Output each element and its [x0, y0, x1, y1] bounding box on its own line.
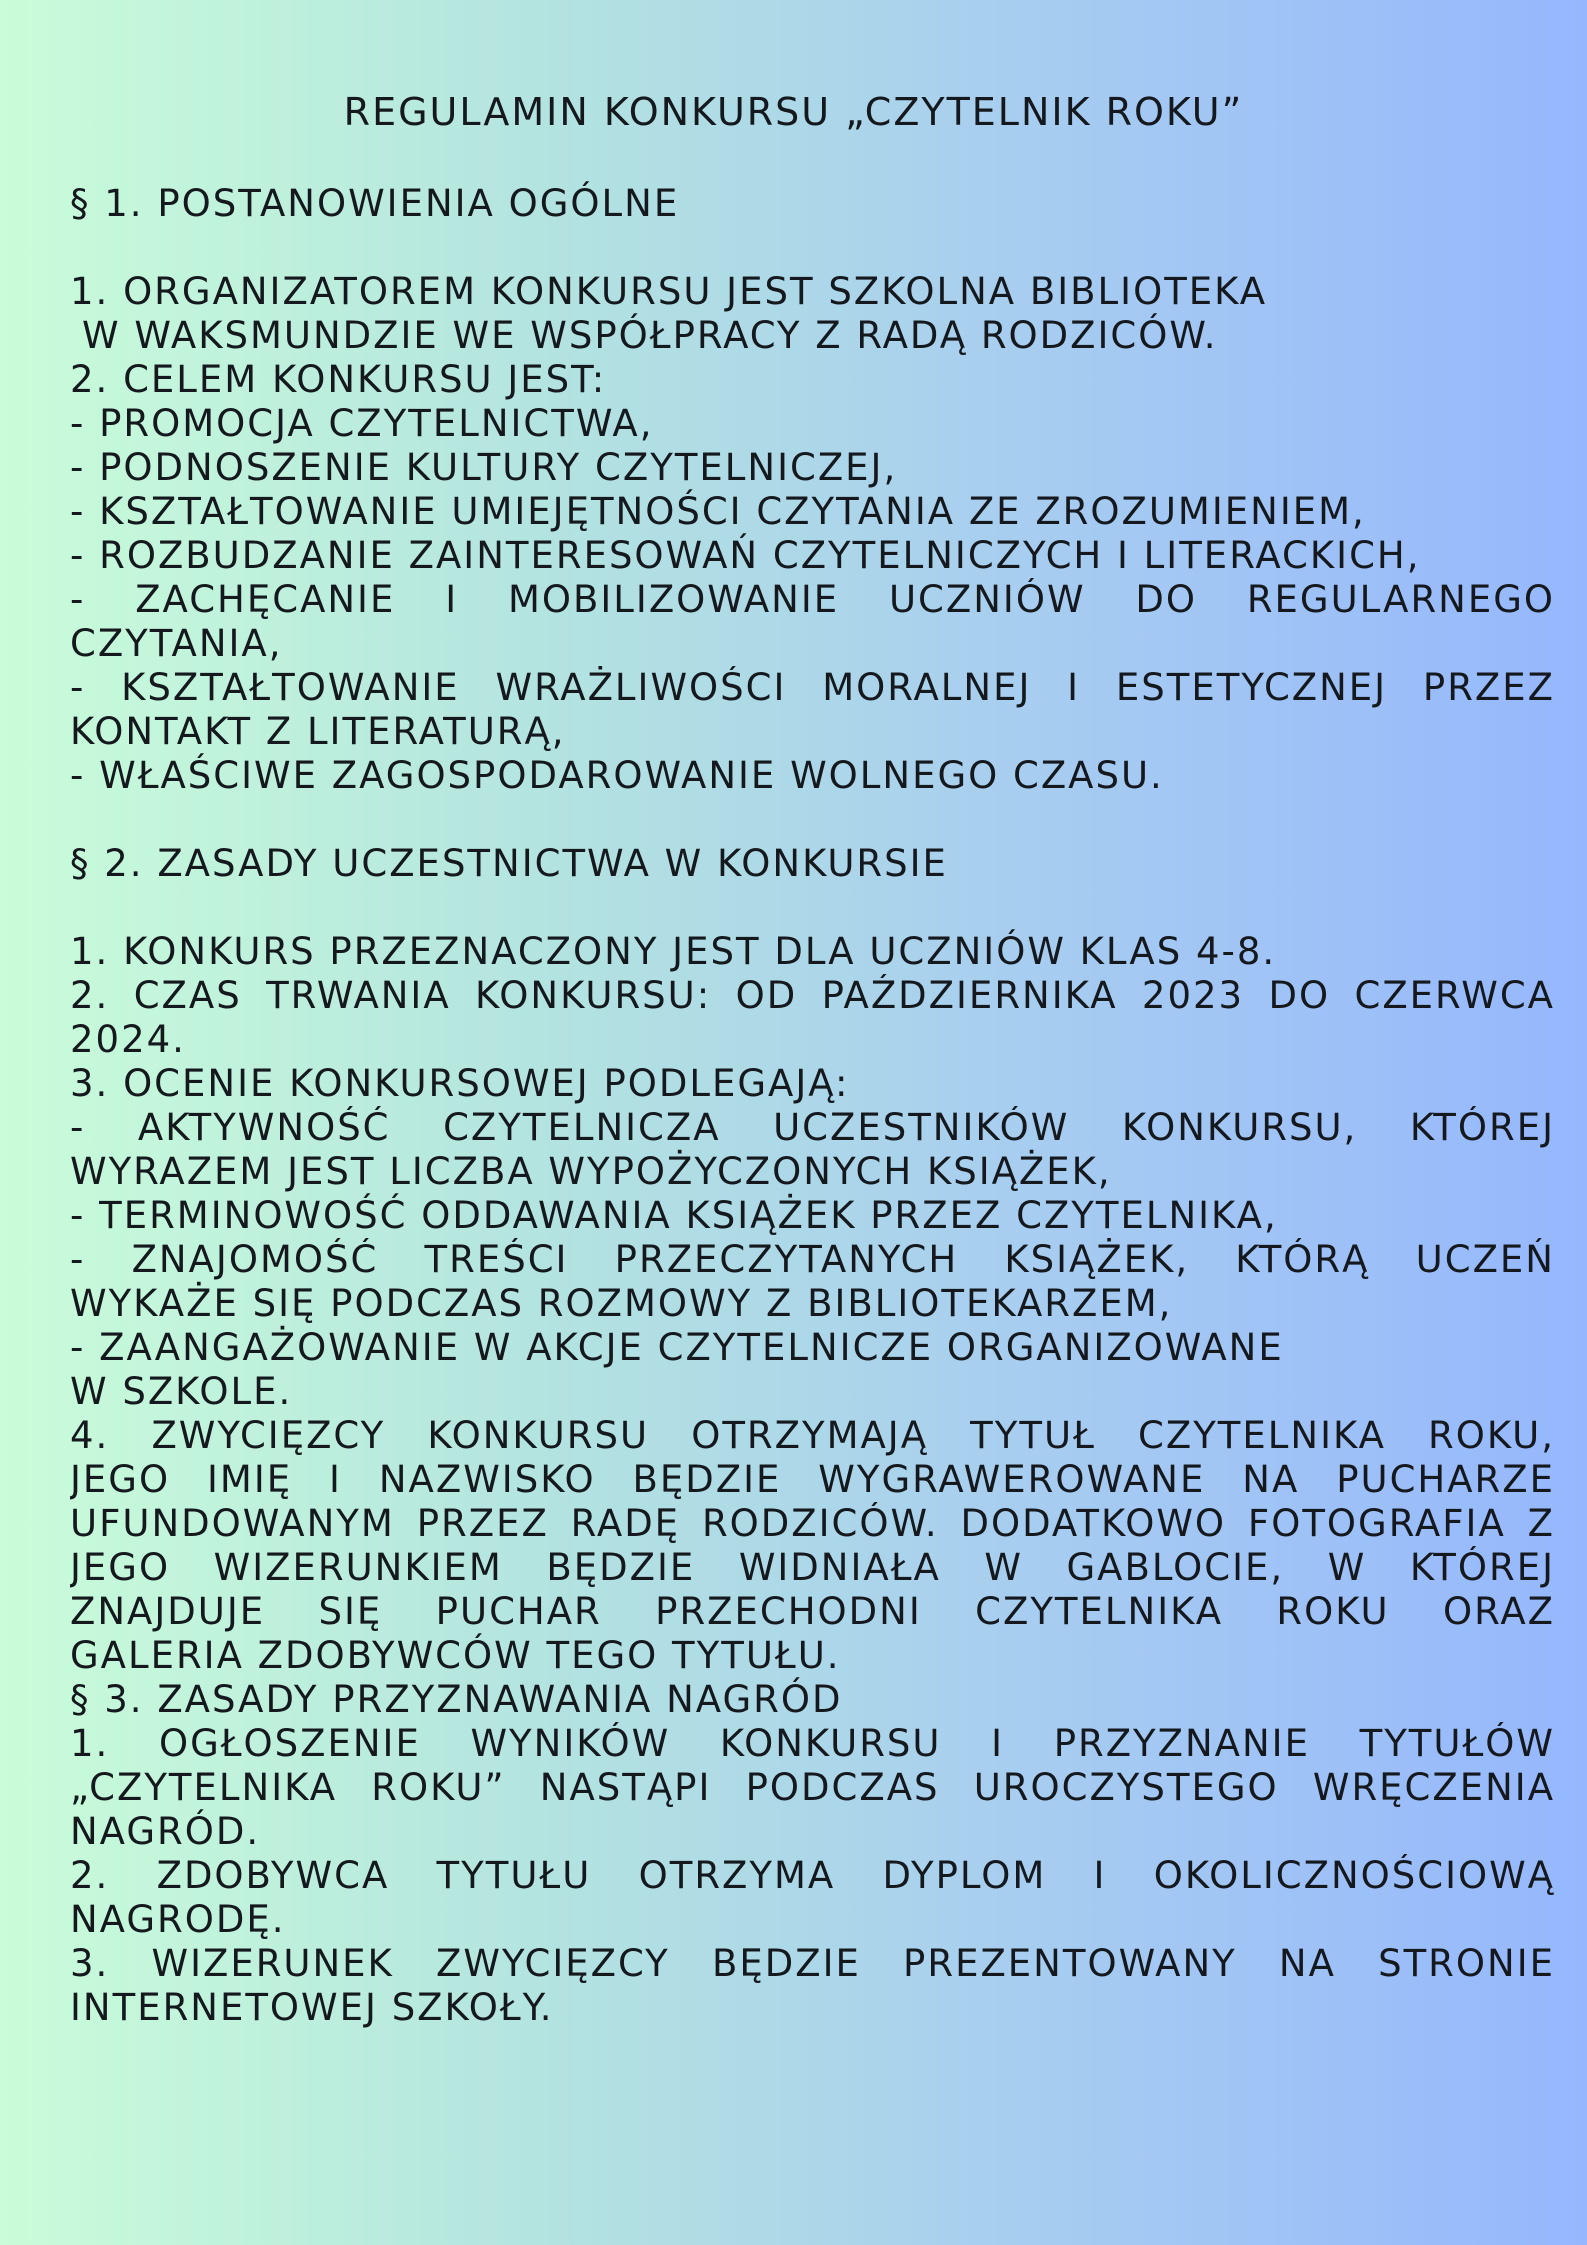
section-1-line: W WAKSMUNDZIE WE WSPÓŁPRACY Z RADĄ RODZICÓW.	[82, 314, 1218, 357]
section-3-line: 2. ZDOBYWCA TYTUŁU OTRZYMA DYPLOM I OKOLICZNOŚCIOWĄ	[70, 1854, 1555, 1897]
spacer	[70, 886, 1555, 930]
section-2-line: 1. KONKURS PRZEZNACZONY JEST DLA UCZNIÓW KLAS 4-8.	[70, 930, 1277, 973]
section-1-line: - KSZTAŁTOWANIE UMIEJĘTNOŚCI CZYTANIA ZE ZROZUMIENIEM,	[70, 490, 1366, 533]
section-1-line: 1. ORGANIZATOREM KONKURSU JEST SZKOLNA BIBLIOTEKA	[70, 270, 1268, 313]
section-2-line: - ZNAJOMOŚĆ TREŚCI PRZECZYTANYCH KSIĄŻEK, KTÓRĄ UCZEŃ	[70, 1238, 1555, 1281]
section-2-line: - AKTYWNOŚĆ CZYTELNICZA UCZESTNIKÓW KONKURSU, KTÓREJ	[70, 1106, 1555, 1149]
section-1-line: CZYTANIA,	[70, 622, 283, 665]
section-2-line: 4. ZWYCIĘZCY KONKURSU OTRZYMAJĄ TYTUŁ CZYTELNIKA ROKU,	[70, 1414, 1555, 1457]
section-2-line: W SZKOLE.	[70, 1370, 293, 1413]
section-1-line: - ROZBUDZANIE ZAINTERESOWAŃ CZYTELNICZYCH I LITERACKICH,	[70, 534, 1421, 577]
section-1-line: KONTAKT Z LITERATURĄ,	[70, 710, 566, 753]
section-2-line: - TERMINOWOŚĆ ODDAWANIA KSIĄŻEK PRZEZ CZYTELNIKA,	[70, 1194, 1278, 1237]
document-title: REGULAMIN KONKURSU „CZYTELNIK ROKU”	[343, 90, 1244, 134]
section-3-line: INTERNETOWEJ SZKOŁY.	[70, 1986, 554, 2029]
document-body	[70, 182, 1555, 2030]
section-3-line: „CZYTELNIKA ROKU” NASTĄPI PODCZAS UROCZYSTEGO WRĘCZENIA	[70, 1766, 1555, 1809]
section-3-line: NAGRÓD.	[70, 1810, 261, 1853]
section-2-line: JEGO IMIĘ I NAZWISKO BĘDZIE WYGRAWEROWANE NA PUCHARZE	[70, 1458, 1555, 1501]
section-1-line: - WŁAŚCIWE ZAGOSPODAROWANIE WOLNEGO CZASU.	[70, 754, 1164, 797]
section-2-line: 2. CZAS TRWANIA KONKURSU: OD PAŹDZIERNIKA 2023 DO CZERWCA	[70, 974, 1555, 1017]
spacer	[70, 798, 1555, 842]
section-1-heading: § 1. POSTANOWIENIA OGÓLNE	[70, 182, 680, 225]
section-3-line: 1. OGŁOSZENIE WYNIKÓW KONKURSU I PRZYZNANIE TYTUŁÓW	[70, 1722, 1555, 1765]
section-1-line: - KSZTAŁTOWANIE WRAŻLIWOŚCI MORALNEJ I ESTETYCZNEJ PRZEZ	[70, 666, 1555, 709]
section-2-line: JEGO WIZERUNKIEM BĘDZIE WIDNIAŁA W GABLOCIE, W KTÓREJ	[70, 1546, 1555, 1589]
spacer	[70, 226, 1555, 270]
section-1-line: - PODNOSZENIE KULTURY CZYTELNICZEJ,	[70, 446, 898, 489]
section-1-line: - ZACHĘCANIE I MOBILIZOWANIE UCZNIÓW DO REGULARNEGO	[70, 578, 1555, 621]
section-1-line: 2. CELEM KONKURSU JEST:	[70, 358, 607, 401]
section-2-line: UFUNDOWANYM PRZEZ RADĘ RODZICÓW. DODATKOWO FOTOGRAFIA Z	[70, 1502, 1555, 1545]
section-2-line: 2024.	[70, 1018, 186, 1061]
section-2-line: - ZAANGAŻOWANIE W AKCJE CZYTELNICZE ORGANIZOWANE	[70, 1326, 1284, 1369]
section-2-line: 3. OCENIE KONKURSOWEJ PODLEGAJĄ:	[70, 1062, 850, 1105]
section-3-line: 3. WIZERUNEK ZWYCIĘZCY BĘDZIE PREZENTOWANY NA STRONIE	[70, 1942, 1555, 1985]
section-2-line: GALERIA ZDOBYWCÓW TEGO TYTUŁU.	[70, 1634, 841, 1677]
section-2-heading: § 2. ZASADY UCZESTNICTWA W KONKURSIE	[70, 842, 948, 885]
section-3-line: NAGRODĘ.	[70, 1898, 286, 1941]
section-1-line: - PROMOCJA CZYTELNICTWA,	[70, 402, 654, 445]
section-2-line: WYRAZEM JEST LICZBA WYPOŻYCZONYCH KSIĄŻEK,	[70, 1150, 1112, 1193]
section-3-heading: § 3. ZASADY PRZYZNAWANIA NAGRÓD	[70, 1678, 843, 1721]
section-2-line: ZNAJDUJE SIĘ PUCHAR PRZECHODNI CZYTELNIKA ROKU ORAZ	[70, 1590, 1555, 1633]
section-2-line: WYKAŻE SIĘ PODCZAS ROZMOWY Z BIBLIOTEKARZEM,	[70, 1282, 1173, 1325]
